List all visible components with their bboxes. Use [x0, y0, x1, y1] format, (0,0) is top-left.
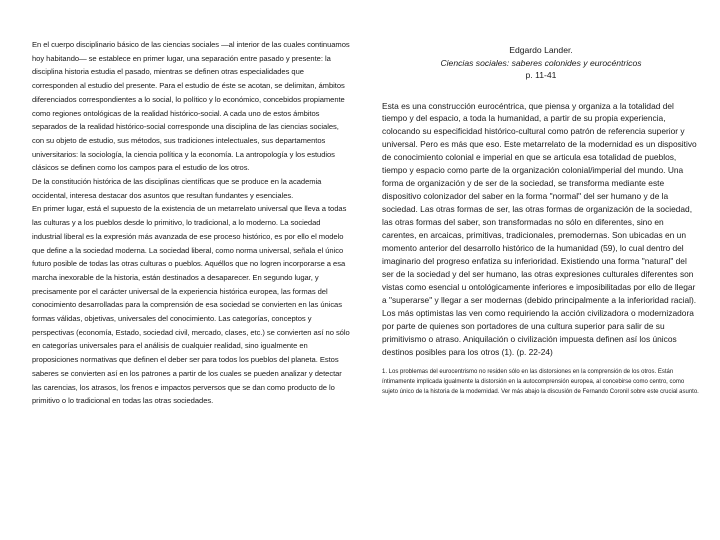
citation-work: Ciencias sociales: saberes colonides y eurocéntricos — [440, 57, 642, 68]
right-column — [382, 44, 700, 397]
left-paragraph-2: De la constitución histórica de las disciplinas científicas que se produce en la academia occidental, interesa destacar dos asuntos que resultan fundantes y esenciales. — [32, 177, 322, 200]
main-text: Esta es una construcción eurocéntrica, que piensa y organiza a la totalidad del tiempo y del espacio, a toda la humanidad, a partir de su propia experiencia, colocando su especificidad histórico-cultural como patrón de referencia superior y universal. Pero es más que eso. Este metarrelato de la modernidad es un dispositivo de conocimiento colonial e imperial en que se articula esa totalidad de pueblos, tiempo y espacio como parte de la organización colonial/imperial del mundo. Una forma de organización y de ser de la sociedad, se transforma mediante este dispositivo colonizador del saber en la forma "normal" del ser humano y de la sociedad. Las otras formas de ser, las otras formas de organización de la sociedad, las otras formas del saber, son transformadas no sólo en diferentes, sino en carentes, en arcaicas, primitivas, tradicionales, premodernas. Son ubicadas en un momento anterior del desarrollo histórico de la humanidad (59), lo cual dentro del imaginario del progreso enfatiza su inferioridad. Existiendo una forma "natural" del ser de la sociedad y del ser humano, las otras expresiones culturales diferentes son vistas como esencial u ontológicamente inferiores e imposibilitadas por ello de llegar a "superarse" y llegar a ser modernas (debido principalmente a la inferioridad racial). Los más optimistas las ven como requiriendo la acción civilizadora o modernizadora por parte de quienes son portadores de una cultura superior para salir de su primitivismo o atraso. Aniquilación o civilización impuesta definen así los únicos destinos posibles para los otros (1). (p. 22-24) — [382, 100, 697, 358]
left-column — [32, 38, 350, 408]
left-paragraph-1: En el cuerpo disciplinario básico de las ciencias sociales —al interior de las cuales continuamos hoy habitando— se establece en primer lugar, una separación entre pasado y presente: la disciplina historia estudia el pasado, mientras se definen otras especialidades que corresponden al estudio del presente. Para el estudio de éste se acotan, se delimitan, ámbitos diferenciados correspondientes a lo social, lo político y lo económico, concebidos propiamente como regiones ontológicas de la realidad histórico-social. A cada uno de estos ámbitos separados de la realidad histórico-social corresponde una disciplina de las ciencias sociales, con su objeto de estudio, sus métodos, sus tradiciones intelectuales, sus departamentos universitarios: la sociología, la ciencia política y la economía. La antropología y los estudios clásicos se definen como los campos para el estudio de los otros. — [32, 40, 350, 173]
left-paragraph-3: En primer lugar, está el supuesto de la existencia de un metarrelato universal que lleva a todas las culturas y a los pueblos desde lo primitivo, lo tradicional, a lo moderno. La sociedad industrial liberal es la expresión más avanzada de ese proceso histórico, es por ello el modelo que define a la sociedad moderna. La sociedad liberal, como norma universal, señala el único futuro posible de todas las otras culturas o pueblos. Aquéllos que no logren incorporarse a esa marcha inexorable de la historia, están destinados a desaparecer. En segundo lugar, y precisamente por el carácter universal de la experiencia histórica europea, las formas del conocimiento desarrolladas para la comprensión de esa sociedad se convierten en las únicas formas válidas, objetivas, universales del conocimiento. Las categorías, conceptos y perspectivas (economía, Estado, sociedad civil, mercado, clases, etc.) se convierten así no sólo en categorías universales para el análisis de cualquier realidad, sino igualmente en proposiciones normativas que definen el deber ser para todos los pueblos del planeta. Estos saberes se convierten así en los patrones a partir de los cuales se pueden analizar y detectar las carencias, los atrasos, los frenos e impactos perversos que se dan como producto de lo primitivo o lo tradicional en todas las otras sociedades. — [32, 204, 350, 406]
citation-pages: p. 11-41 — [525, 70, 557, 80]
citation — [382, 44, 700, 82]
footnote: 1. Los problemas del eurocentrismo no residen sólo en las distorsiones en la comprensión de los otros. Están íntimamente implicada igualmente la distorsión en la autocomprensión europea, al concebirse como centro, como sujeto único de la historia de la modernidad. Ver más abajo la discusión de Fernando Coronil sobre este crucial asunto. — [382, 369, 699, 396]
citation-author: Edgardo Lander. — [509, 45, 573, 55]
